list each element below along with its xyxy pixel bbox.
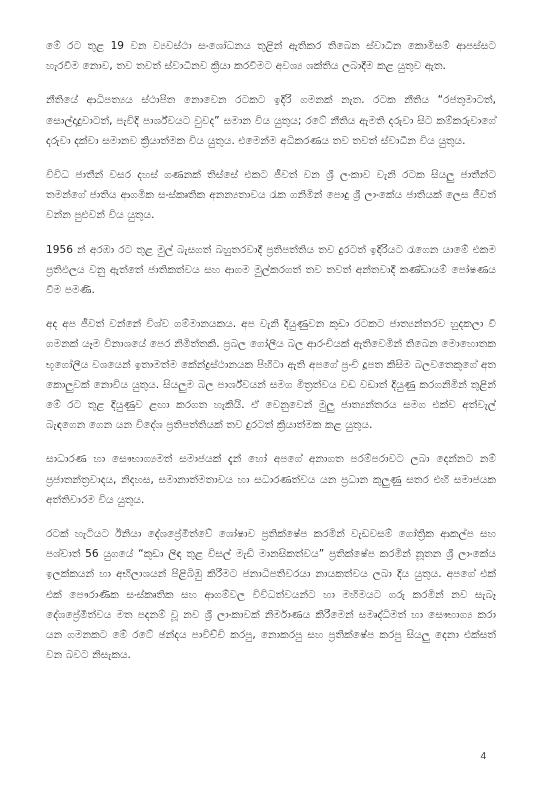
paragraph-2: නීතියේ ආධිපත්‍යය ස්ථාපිත නොවෙන රටකට ඉදිරි ගමනක් නැත. රටක නීතිය “රජතුමාටත්, සොල්දාදුවාටත්, පැවිදි පාර්ශ්වයට වුවද” සමාන විය යුතුය; රටේ නීතිය ඇමති දරුවා සිට කම්කරුවාගේ දරුවා දක්වා සමානව ක්‍රියාත්මක විය යුතුය. එමෙන්ම අධිකරණය තව තවත් ස්වාධීන විය යුතුය.	[46, 94, 496, 147]
document-body	[46, 36, 496, 679]
paragraph-3: විවිධ ජාතීන් වසර දහස් ගණනක් තිස්සේ එකට ජීවත් වන ශ්‍රී ලංකාව වැනි රටක සියලු ජාතීන්ට තමන්ගේ ජාතිය ආගමික සංස්කෘතික අනන්‍යතාවය රැක ගනිමින් පොදු ශ්‍රී ලාංකේය ජාතියක් ලෙස ජීවත් වන්න පුළුවන් විය යුතුය.	[46, 169, 496, 222]
paragraph-1: මේ රට තුළ 19 වන ව්‍යවස්ථා සංශෝධනය තුළින් ඇතිකර තිබෙන ස්වාධීන කොමිසම් ආපස්සට හැරවීම නොව, තව තවත් ස්වාධීනව ක්‍රියා කරවීමට අවශ්‍ය ශක්තිය ලබාදීම කළ යුතුව ඇත.	[46, 40, 496, 73]
paragraph-6: සාධාරණ හා සෞභාග්‍යමත් සමාජයක් දැන් හෝ අපගේ අනාගත පරම්පරාවට ලබා දෙන්නට නම් ප්‍රජාතන්ත්‍රවාදය, නිදහස, සමානාත්මතාවය හා සධාරණත්වය යන ප්‍රධාන කුලුණු සතර එහි සමාජයක අත්තිවාරම විය යුතුය.	[46, 453, 496, 506]
page-number: 4	[480, 751, 486, 762]
paragraph-5: අද අප ජීවත් වන්නේ විශ්ව ගම්මානයකය. අප වැනි දියුණුවන කුඩා රටකට ජාත්‍යන්තරව හුදකලා වී ගමනක් යෑම විනාශයේ පෙර නිමිත්තකි. ප්‍රබල ගෝලීය බල ආරංචියක් ඇතිවෙමින් තිබෙන මොහොතක භූගෝලීය වශයෙන් ඉතාමත්ම කේන්ද්‍රස්ථානයක පිහිටා ඇති අපගේ ප්‍රංචි දූපත කිසිම බලවතෙකුගේ අත කොලුවක් නොවිය යුතුය. සියලුම බල පාර්ශ්වයන් සමග මිත්‍රත්වය වඩ වඩාත් දියුණු කරගනිමින් තුළින් මේ රට තුළ දියුණුව ළඟා කරගත හැකියි. ඒ වෙනුවෙන් මුලු ජාත්‍යන්තරය සමග එක්ව අත්වැල් බැඳගෙන ගෙන යන විදේශ ප්‍රතිපත්තියක් තව දුරටත් ක්‍රියාත්මක කළ යුතුය.	[46, 318, 496, 432]
paragraph-7: රටක් හැටියට ඊනියා දේශප්‍රේමීත්වේ ශෝෂාව ප්‍රතික්ෂේප කරමින් වැඩවසම් ගෝත්‍රික ආකල්ප සහ පශ්චාත් 56 යුගයේ “කුඩා ලිඳ තුළ විසල් මැඩි මානසිකත්වය” ප්‍රතික්ෂේප කරමින් නූතන ශ්‍රී ලාංකේය ඉලක්කයන් හා අභිලාශයන් පිළිබිඹු කිරීමට ජනාධිපතිවරයා නායකත්වය ලබා දිය යුතුය. අපගේ එක් එක් පෞරාණික සංස්කෘතික සහ ආගම්වල විවිධත්වයන්ට හා මහිමයට ගරු කරමින් නව සැබෑ දේශප්‍රේමීත්වය මත පදනම් වූ නව ශ්‍රී ලාංකාවක් නිර්මාණය කිරීමෙන් සමෘද්ධිමත් හා සෞභාග්‍ය කරා යන ගමනකට මේ රටේ ඡන්දය පාවිච්චි කරපු, නොකරපු සහ ප්‍රතික්ෂේප කරපු සියලු දෙනා එක්සත් වන බවට නිසැකය.	[46, 528, 496, 662]
paragraph-4: 1956 න් අරඹා රට තුළ මුල් බැසගත් බහුතරවාදී ප්‍රතිපත්තිය තව දුරටත් ඉදිරියට රැගෙන යාමේ එකම ප්‍රතිඵලය වනු ඇත්තේ ජාතිකත්වය සහ ආගම මුල්කරගත් තව තවත් අන්තවාදී කණ්ඩායම් පෝෂණය වීම පමණි.	[46, 243, 496, 297]
